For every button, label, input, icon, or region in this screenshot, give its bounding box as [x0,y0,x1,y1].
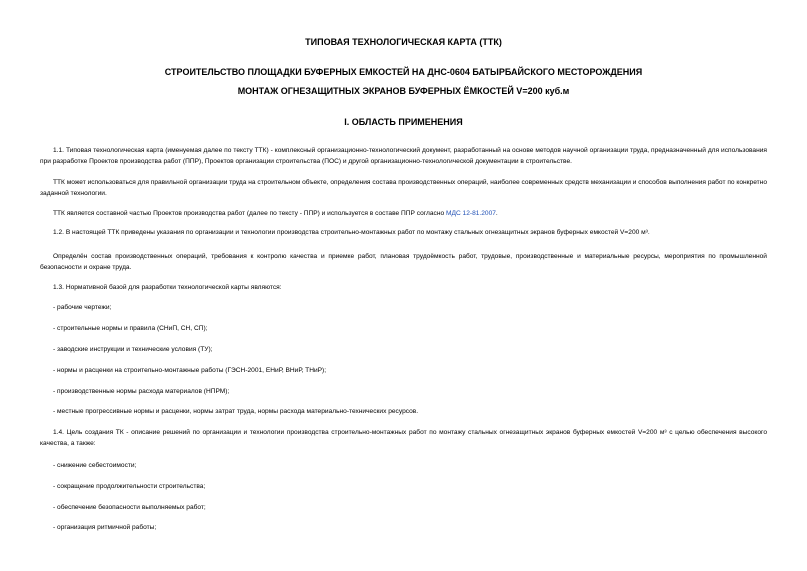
document-subtitle: СТРОИТЕЛЬСТВО ПЛОЩАДКИ БУФЕРНЫХ ЕМКОСТЕЙ НА ДНС-0604 БАТЫРБАЙСКОГО МЕСТОРОЖДЕНИЯ [164,67,643,77]
list-item: - местные прогрессивные нормы и расценки, нормы затрат труда, нормы расхода материально-технических ресурсов. [53,408,419,415]
list-item: - строительные нормы и правила (СНиП, СН, СП); [53,325,208,332]
paragraph: ТТК может использоваться для правильной организации труда на строительном объекте, определения состава производственных операций, наиболее современных средств механизации и способов выполнения работ по конкретно заданной технологии. [40,179,767,197]
section-heading: I. ОБЛАСТЬ ПРИМЕНЕНИЯ [344,117,463,127]
paragraph: Определён состав производственных операций, требования к контролю качества и приемке работ, плановая трудоёмкость работ, трудовые, производственные и материальные ресурсы, мероприятия по промышленной безопасности и охране труда. [40,253,767,271]
paragraph: 1.2. В настоящей ТТК приведены указания по организации и технологии производства строительно-монтажных работ по монтажу стальных огнезащитных экранов буферных емкостей V=200 м³. [53,229,650,236]
document-title: ТИПОВАЯ ТЕХНОЛОГИЧЕСКАЯ КАРТА (ТТК) [305,37,502,47]
list-item: - сокращение продолжительности строительства; [53,483,206,490]
paragraph: 1.4. Цель создания ТК - описание решений по организации и технологии производства строительно-монтажных работ по монтажу стальных огнезащитных экранов буферных емкостей V=200 м³ с целью обеспечения высокого качества, а также: [40,429,767,447]
list-item: - нормы и расценки на строительно-монтажные работы (ГЭСН-2001, ЕНиР, ВНиР, ТНиР); [53,367,327,374]
paragraph: 1.3. Нормативной базой для разработки технологической карты являются: [53,284,282,291]
list-item: - рабочие чертежи; [53,304,112,311]
document-subtitle: МОНТАЖ ОГНЕЗАЩИТНЫХ ЭКРАНОВ БУФЕРНЫХ ЁМКОСТЕЙ V=200 куб.м [237,86,570,96]
list-item: - производственные нормы расхода материалов (НПРМ); [53,388,230,395]
paragraph: ТТК является составной частью Проектов производства работ (далее по тексту - ППР) и используется в составе ППР согласно МДС 12-81.2007. [53,210,498,217]
list-item: - организация ритмичной работы; [53,524,157,531]
list-item: - заводские инструкции и технические условия (ТУ); [53,346,213,353]
list-item: - обеспечение безопасности выполняемых работ; [53,504,206,511]
mds-link[interactable]: МДС 12-81.2007 [445,210,496,217]
list-item: - снижение себестоимости; [53,462,137,469]
paragraph: 1.1. Типовая технологическая карта (именуемая далее по тексту ТТК) - комплексный организационно-технологический документ, разработанный на основе методов научной организации труда, предназначенный для использования при разработке Проектов производства работ (ППР), Проектов организации строительства (ПОС) и другой организационно-технологической документации в строительстве. [40,147,767,165]
